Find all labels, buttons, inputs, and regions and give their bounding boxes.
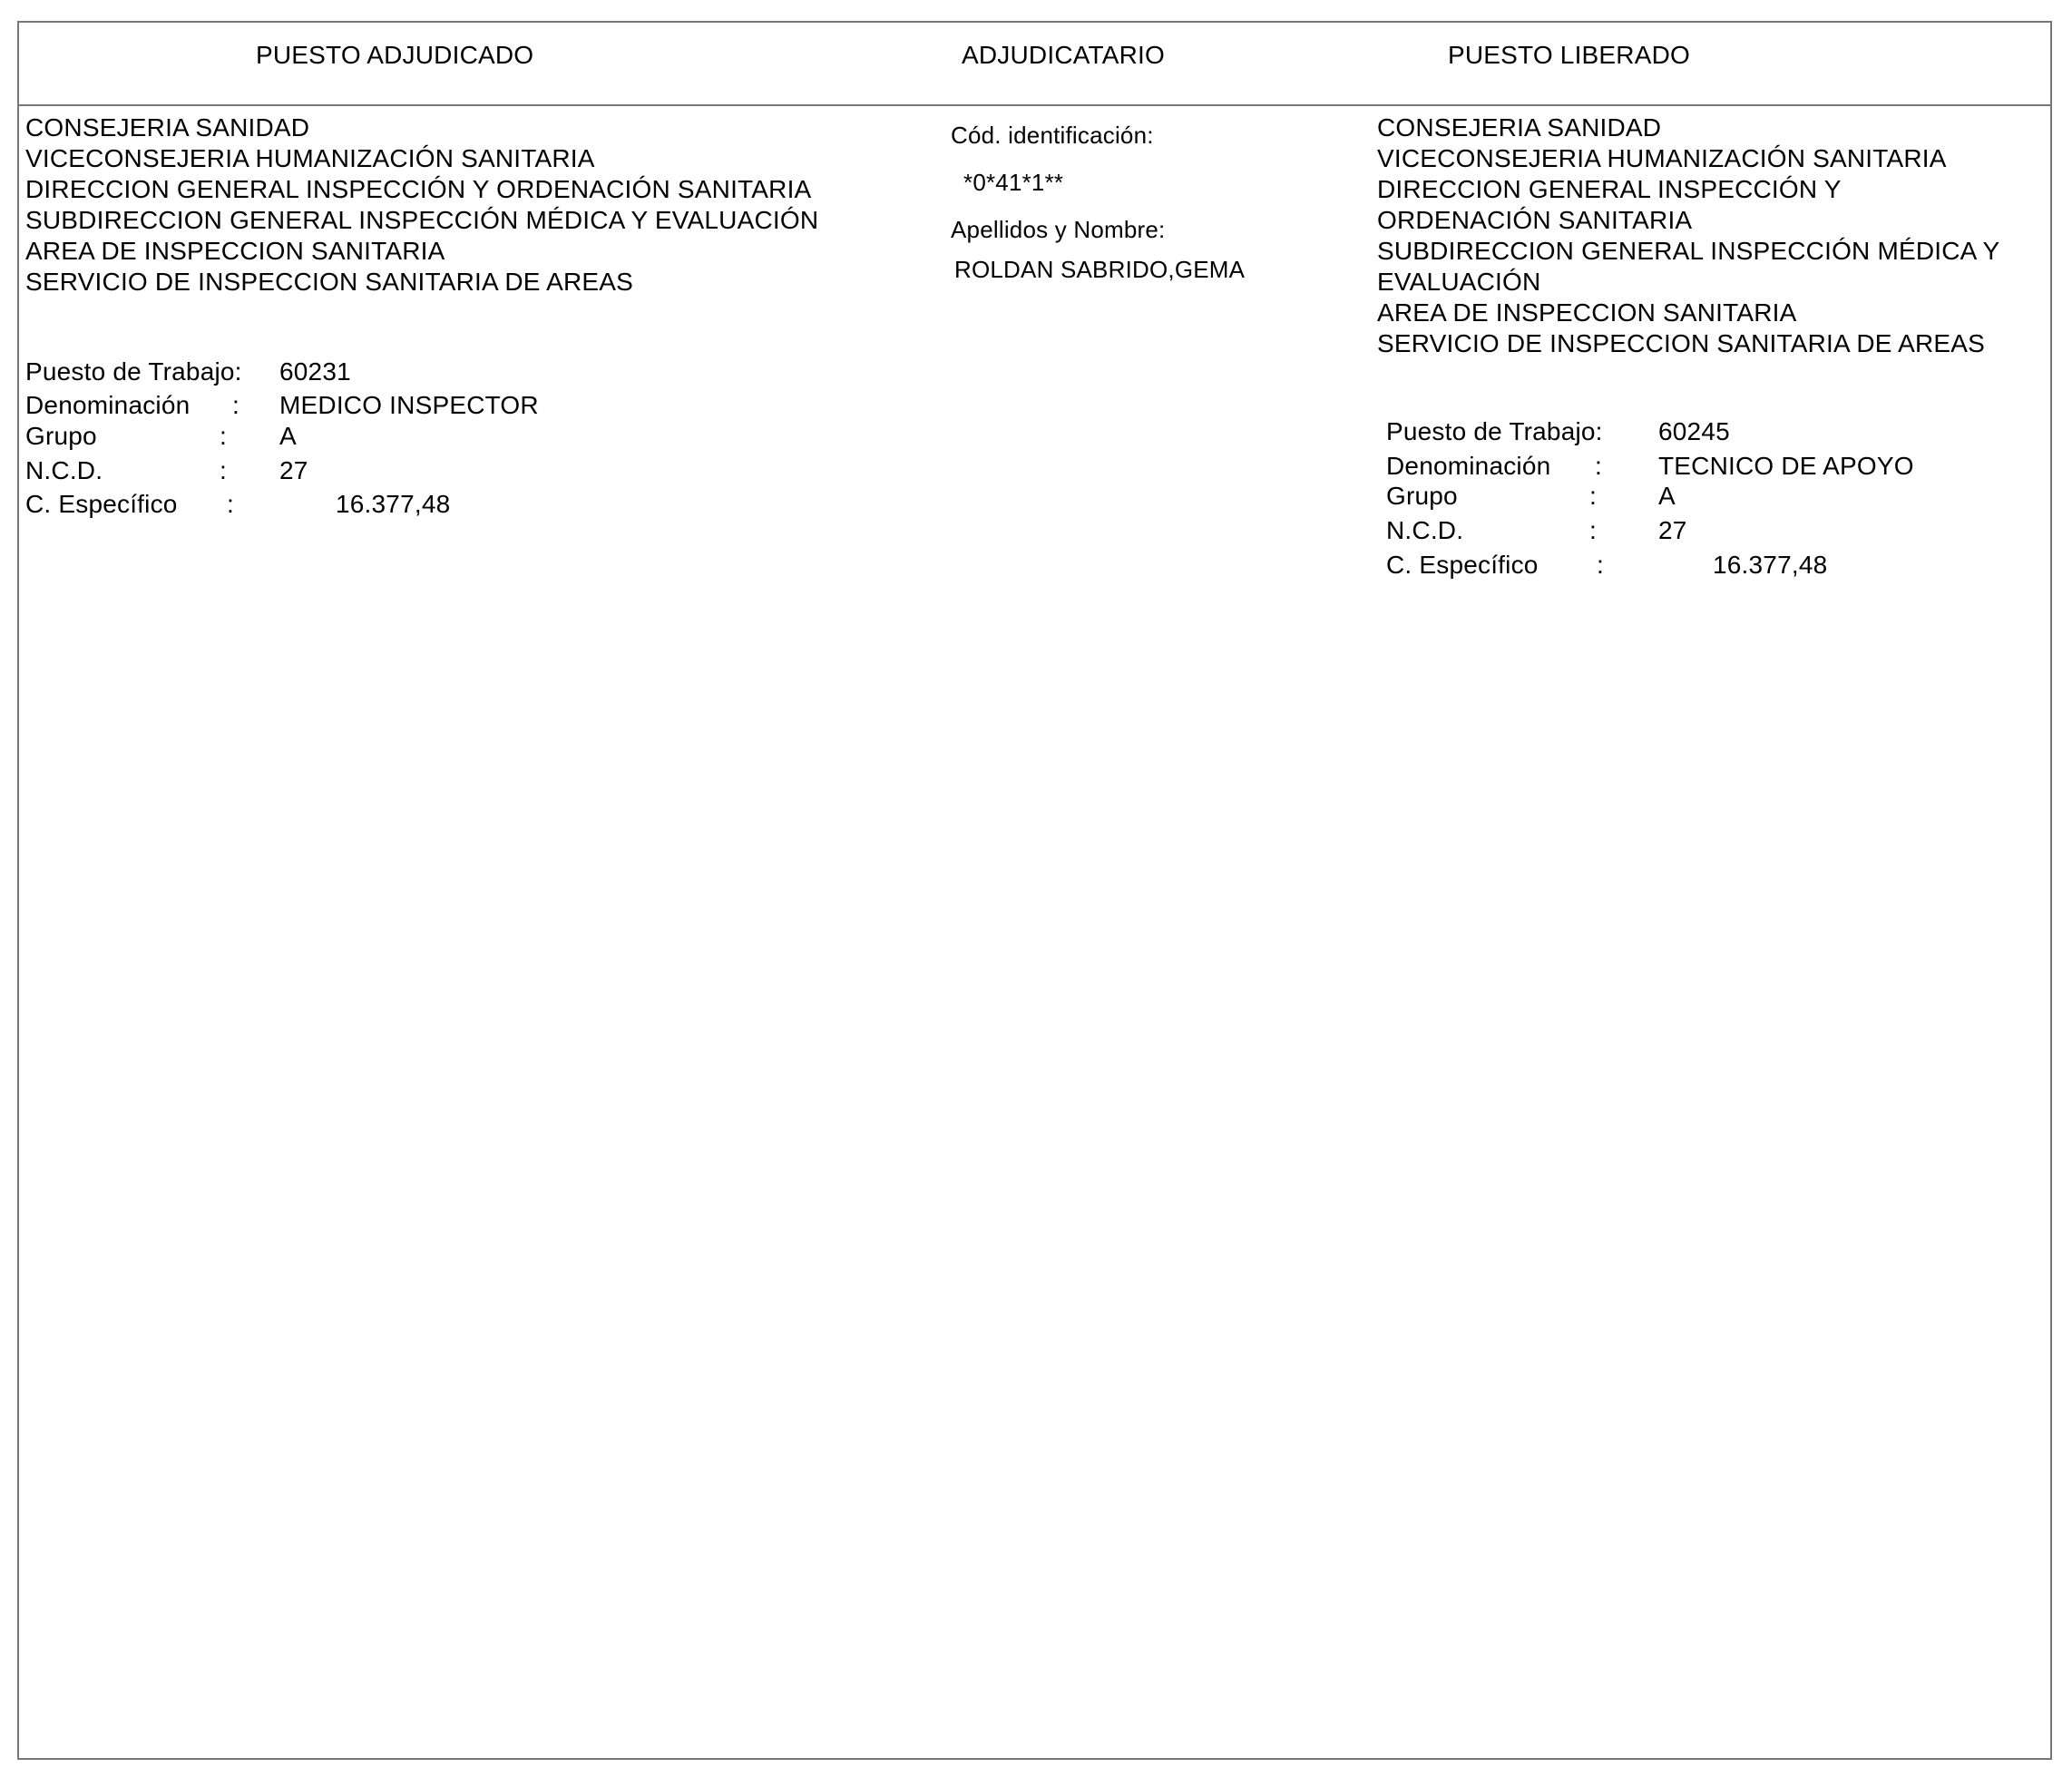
- header-puesto-liberado: PUESTO LIBERADO: [1448, 41, 1691, 69]
- colon: :: [227, 490, 234, 518]
- colon: :: [1589, 516, 1597, 544]
- org-line: SUBDIRECCION GENERAL INSPECCIÓN MÉDICA Y: [1377, 237, 2000, 265]
- org-line: CONSEJERIA SANIDAD: [1377, 113, 1662, 142]
- denominacion-label: Denominación: [1386, 452, 1551, 480]
- header-adjudicatario: ADJUDICATARIO: [962, 41, 1166, 69]
- denominacion-value: MEDICO INSPECTOR: [279, 391, 539, 419]
- grupo-value: A: [279, 422, 297, 450]
- org-line: VICECONSEJERIA HUMANIZACIÓN SANITARIA: [25, 144, 595, 172]
- colon: :: [232, 391, 239, 419]
- ncd-value: 27: [279, 456, 308, 484]
- puesto-label: Puesto de Trabajo:: [1386, 417, 1603, 445]
- adjudicatario-cod-label: Cód. identificación:: [951, 122, 1154, 149]
- org-line: ORDENACIÓN SANITARIA: [1377, 206, 1693, 234]
- org-line: SERVICIO DE INSPECCION SANITARIA DE AREAS: [1377, 329, 1986, 357]
- especifico-label: C. Específico: [25, 490, 178, 518]
- puesto-value: 60245: [1658, 417, 1730, 445]
- ncd-label: N.C.D.: [1386, 516, 1464, 544]
- adjudicado-org-block: [25, 112, 818, 298]
- adjudicatario-cod-value: *0*41*1**: [963, 169, 1064, 196]
- colon: :: [1595, 452, 1602, 480]
- puesto-label: Puesto de Trabajo:: [25, 357, 242, 386]
- especifico-value: 16.377,48: [1713, 551, 1828, 579]
- colon: :: [1597, 551, 1604, 579]
- org-line: EVALUACIÓN: [1377, 268, 1541, 296]
- ncd-label: N.C.D.: [25, 456, 103, 484]
- denominacion-label: Denominación: [25, 391, 191, 419]
- org-line: DIRECCION GENERAL INSPECCIÓN Y: [1377, 175, 1842, 203]
- header-puesto-adjudicado: PUESTO ADJUDICADO: [256, 41, 534, 69]
- grupo-label: Grupo: [25, 422, 97, 450]
- adjudicatario-nombre-label: Apellidos y Nombre:: [951, 216, 1166, 243]
- colon: :: [220, 456, 227, 484]
- header-divider: [17, 104, 2052, 106]
- especifico-value: 16.377,48: [336, 490, 451, 518]
- org-line: AREA DE INSPECCION SANITARIA: [25, 237, 445, 265]
- especifico-label: C. Específico: [1386, 551, 1539, 579]
- org-line: SERVICIO DE INSPECCION SANITARIA DE AREAS: [25, 268, 634, 296]
- org-line: DIRECCION GENERAL INSPECCIÓN Y ORDENACIÓN SANITARIA: [25, 175, 812, 203]
- colon: :: [1589, 482, 1597, 510]
- org-line: SUBDIRECCION GENERAL INSPECCIÓN MÉDICA Y EVALUACIÓN: [25, 206, 819, 234]
- colon: :: [220, 422, 227, 450]
- org-line: CONSEJERIA SANIDAD: [25, 113, 310, 142]
- grupo-value: A: [1658, 482, 1676, 510]
- grupo-label: Grupo: [1386, 482, 1458, 510]
- org-line: AREA DE INSPECCION SANITARIA: [1377, 298, 1797, 327]
- ncd-value: 27: [1658, 516, 1687, 544]
- denominacion-value: TECNICO DE APOYO: [1658, 452, 1914, 480]
- puesto-value: 60231: [279, 357, 351, 386]
- adjudicatario-nombre-value: ROLDAN SABRIDO,GEMA: [954, 256, 1246, 283]
- liberado-org-block: [1377, 112, 1999, 359]
- org-line: VICECONSEJERIA HUMANIZACIÓN SANITARIA: [1377, 144, 1947, 172]
